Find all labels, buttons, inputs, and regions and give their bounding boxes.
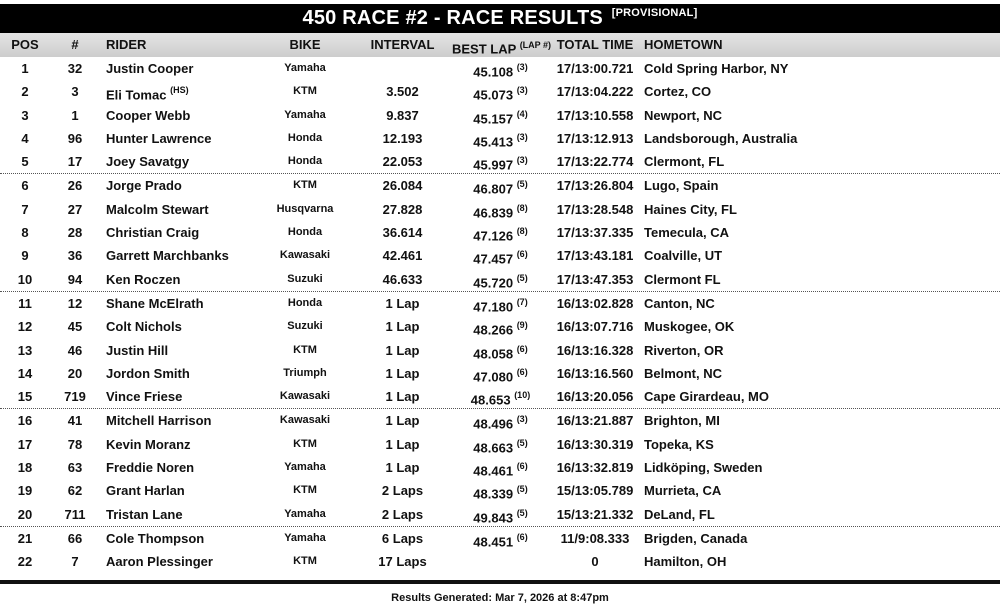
row-hometown: Lugo, Spain [644, 178, 719, 194]
row-interval: 36.614 [382, 225, 423, 241]
row-pos: 4 [21, 130, 29, 146]
row-rider [106, 339, 168, 362]
row-rider-text: Cooper Webb [106, 107, 191, 123]
row-rider [106, 456, 194, 479]
table-row [0, 526, 1000, 550]
best-lap-number-sup: (6) [516, 461, 528, 472]
row-best-lap-text: 48.339 [473, 486, 514, 502]
row-pos: 5 [21, 154, 29, 170]
row-number: 32 [67, 61, 83, 76]
row-total-time: 16/13:20.056 [556, 389, 634, 405]
row-pos: 19 [17, 483, 33, 499]
row-total-time: 11/9:08.333 [560, 530, 630, 546]
row-total-time: 16/13:30.319 [556, 436, 634, 452]
row-best-lap-text: 46.807 [473, 181, 514, 197]
row-number: 46 [67, 342, 83, 358]
table-row [0, 433, 1000, 456]
row-bike: Kawasaki [279, 414, 331, 427]
row-rider-text: Vince Friese [106, 389, 183, 405]
row-interval: 1 Lap [385, 460, 420, 476]
best-lap-number-sup: (5) [516, 437, 528, 448]
row-bike: Suzuki [287, 272, 323, 285]
best-lap-number-sup: (3) [516, 131, 528, 142]
row-bike: Triumph [283, 366, 327, 379]
row-best-lap-text: 47.180 [473, 299, 514, 315]
row-pos: 8 [21, 225, 29, 241]
row-total-time: 17/13:12.913 [556, 130, 634, 146]
row-rider-text: Justin Cooper [106, 61, 194, 76]
row-best-lap-text: 45.157 [473, 110, 514, 126]
best-lap-number-sup: (10) [514, 390, 531, 401]
row-best-lap-text: 48.451 [473, 534, 514, 550]
row-total-time: 16/13:02.828 [556, 295, 634, 311]
row-hometown: Landsborough, Australia [644, 130, 798, 146]
row-number: 3 [71, 84, 79, 100]
row-number: 62 [67, 483, 83, 499]
row-best-lap-text: 45.108 [473, 64, 514, 80]
best-lap-number-sup: (3) [516, 414, 528, 425]
row-interval: 42.461 [382, 248, 423, 264]
results-generated-footer: Results Generated: Mar 7, 2026 at 8:47pm [391, 592, 609, 604]
row-rider [106, 292, 204, 315]
header-rider: RIDER [106, 37, 147, 52]
row-rider-text: Shane McElrath [106, 295, 204, 311]
row-rider-text: Kevin Moranz [106, 436, 191, 452]
row-number: 66 [67, 530, 83, 546]
table-row [0, 315, 1000, 338]
row-interval: 1 Lap [385, 365, 420, 381]
row-interval: 1 Lap [385, 319, 420, 335]
best-lap-number-sup: (3) [516, 155, 528, 166]
row-hometown: Murrieta, CA [644, 483, 722, 499]
header-number: # [71, 37, 79, 52]
row-number: 36 [67, 248, 83, 264]
row-total-time: 15/13:05.789 [556, 483, 634, 499]
row-best-lap-text: 48.058 [473, 345, 514, 361]
row-number: 45 [67, 319, 83, 335]
row-best-lap-text: 49.843 [473, 509, 514, 525]
row-number: 7 [71, 554, 79, 570]
table-row [0, 339, 1000, 362]
best-lap-number-sup: (9) [516, 320, 528, 331]
table-row [0, 268, 1000, 291]
row-total-time: 17/13:04.222 [556, 84, 634, 100]
row-rider [106, 409, 211, 432]
row-total-time: 15/13:21.332 [556, 506, 634, 522]
row-pos: 1 [21, 61, 29, 76]
table-row [0, 173, 1000, 197]
row-hometown: Hamilton, OH [644, 554, 727, 570]
row-rider [106, 268, 180, 291]
row-best-lap-text: 45.413 [473, 134, 514, 150]
row-pos: 3 [21, 107, 29, 123]
table-row [0, 362, 1000, 385]
row-hometown: Canton, NC [644, 295, 715, 311]
row-pos: 2 [21, 84, 29, 100]
row-rider-text: Eli Tomac [106, 87, 167, 103]
row-bike: Yamaha [284, 461, 326, 474]
row-rider-text: Garrett Marchbanks [106, 248, 229, 264]
row-best-lap-text: 47.126 [473, 228, 514, 244]
row-rider-text: Hunter Lawrence [106, 130, 212, 146]
row-interval: 17 Laps [378, 554, 427, 570]
row-hometown: Coalville, UT [644, 248, 723, 264]
row-best-lap-text: 48.496 [473, 416, 514, 432]
row-pos: 16 [17, 413, 33, 429]
row-bike: KTM [293, 343, 317, 356]
row-best-lap-text: 48.663 [473, 440, 514, 456]
header-bike: BIKE [289, 37, 321, 52]
header-hometown: HOMETOWN [644, 37, 723, 52]
row-rider [106, 527, 204, 550]
row-hometown: Newport, NC [644, 107, 722, 123]
table-row [0, 80, 1000, 103]
row-interval: 1 Lap [385, 295, 420, 311]
row-best-lap-text: 47.080 [473, 369, 514, 385]
results-table-body [0, 57, 1000, 574]
row-hometown: DeLand, FL [644, 506, 715, 522]
bottom-rule [0, 580, 1000, 584]
table-row [0, 150, 1000, 173]
row-hometown: Topeka, KS [644, 436, 714, 452]
best-lap-number-sup: (6) [516, 531, 528, 542]
best-lap-number-sup: (5) [516, 179, 528, 190]
row-rider-text: Joey Savatgy [106, 154, 190, 170]
row-total-time: 17/13:37.335 [556, 225, 634, 241]
row-rider [106, 150, 189, 173]
row-rider [106, 433, 191, 456]
row-number: 96 [67, 130, 83, 146]
row-bike: KTM [293, 484, 317, 497]
row-interval: 27.828 [382, 201, 423, 217]
row-total-time: 17/13:22.774 [556, 154, 634, 170]
row-number: 78 [67, 436, 83, 452]
row-interval: 3.502 [386, 84, 419, 100]
row-interval: 2 Laps [381, 506, 424, 522]
row-total-time: 17/13:10.558 [556, 107, 634, 123]
row-interval: 1 Lap [385, 413, 420, 429]
row-number: 28 [67, 225, 83, 241]
row-best-lap-text: 45.073 [473, 87, 514, 103]
row-pos: 7 [21, 201, 29, 217]
row-number: 20 [67, 365, 83, 381]
row-interval: 1 Lap [385, 342, 420, 358]
row-best-lap-text: 48.461 [473, 463, 514, 479]
row-rider [106, 244, 229, 267]
row-hometown: Haines City, FL [644, 201, 737, 217]
table-row [0, 408, 1000, 432]
row-number: 27 [67, 201, 83, 217]
row-interval: 9.837 [386, 107, 419, 123]
row-rider [106, 479, 185, 502]
row-bike: KTM [293, 179, 317, 192]
best-lap-number-sup: (3) [516, 62, 528, 72]
results-title-bar [0, 4, 1000, 33]
row-bike: Kawasaki [279, 390, 331, 403]
row-pos: 18 [17, 460, 33, 476]
table-row [0, 550, 1000, 573]
row-rider [106, 503, 183, 526]
row-rider-text: Tristan Lane [106, 506, 183, 522]
table-row [0, 57, 1000, 80]
row-bike: Honda [287, 131, 323, 144]
row-total-time: 16/13:32.819 [556, 460, 634, 476]
row-total-time: 17/13:00.721 [556, 61, 634, 76]
row-bike: Suzuki [287, 320, 323, 333]
row-pos: 12 [17, 319, 33, 335]
table-row [0, 385, 1000, 408]
row-pos: 11 [18, 295, 32, 311]
best-lap-number-sup: (6) [516, 249, 528, 260]
row-rider [106, 221, 199, 244]
row-bike: Kawasaki [279, 249, 331, 262]
row-number: 12 [67, 295, 83, 311]
row-number: 719 [64, 389, 86, 405]
row-bike: Honda [287, 296, 323, 309]
row-total-time: 0 [591, 554, 599, 570]
row-hometown: Brigden, Canada [644, 530, 748, 546]
best-lap-number-sup: (6) [516, 343, 528, 354]
row-number: 41 [67, 413, 83, 429]
row-hometown: Cold Spring Harbor, NY [644, 61, 789, 76]
row-hometown: Clermont, FL [644, 154, 725, 170]
row-rider-text: Malcolm Stewart [106, 201, 209, 217]
row-rider [106, 362, 190, 385]
table-row [0, 479, 1000, 502]
row-best-lap-text: 48.266 [473, 322, 514, 338]
best-lap-number-sup: (8) [516, 202, 528, 213]
row-bike: Yamaha [284, 62, 326, 74]
row-hometown: Riverton, OR [644, 342, 724, 358]
row-rider-text: Freddie Noren [106, 460, 195, 476]
row-number: 711 [64, 506, 86, 522]
row-best-lap-text: 45.997 [473, 157, 514, 173]
row-hometown: Brighton, MI [644, 413, 720, 429]
table-row [0, 127, 1000, 150]
table-row [0, 291, 1000, 315]
row-number: 1 [71, 107, 79, 123]
row-bike: Husqvarna [276, 202, 334, 215]
row-rider [106, 550, 213, 573]
row-number: 63 [67, 460, 83, 476]
row-rider-text: Colt Nichols [106, 319, 182, 335]
table-row [0, 244, 1000, 267]
row-interval: 1 Lap [385, 389, 420, 405]
row-rider-text: Jordon Smith [106, 365, 190, 381]
row-rider-text: Cole Thompson [106, 530, 205, 546]
row-hometown: Belmont, NC [644, 365, 722, 381]
row-pos: 15 [17, 389, 33, 405]
row-interval: 12.193 [382, 130, 423, 146]
header-interval: INTERVAL [370, 37, 435, 52]
provisional-badge: [PROVISIONAL] [611, 7, 698, 19]
best-lap-number-sup: (4) [516, 108, 528, 119]
row-pos: 21 [17, 530, 33, 546]
row-number: 26 [67, 178, 83, 194]
row-best-lap-text: 48.653 [470, 392, 511, 408]
row-number: 94 [67, 271, 83, 287]
row-total-time: 17/13:26.804 [556, 178, 634, 194]
row-total-time: 16/13:21.887 [556, 413, 634, 429]
row-hometown: Temecula, CA [644, 225, 730, 241]
row-total-time: 16/13:16.328 [556, 342, 634, 358]
header-total-time: TOTAL TIME [556, 37, 634, 52]
row-rider-text: Aaron Plessinger [106, 554, 213, 570]
row-rider [106, 57, 193, 80]
row-hometown: Clermont FL [644, 271, 721, 287]
row-interval: 6 Laps [381, 530, 424, 546]
row-rider-text: Grant Harlan [106, 483, 185, 499]
row-hometown: Lidköping, Sweden [644, 460, 763, 476]
row-hometown: Cortez, CO [644, 84, 712, 100]
best-lap-number-sup: (6) [516, 366, 528, 377]
row-pos: 10 [17, 271, 33, 287]
table-header [0, 33, 1000, 57]
row-interval: 1 Lap [385, 436, 420, 452]
row-bike: Honda [287, 226, 323, 239]
table-row [0, 503, 1000, 526]
header-best-lap-label: BEST LAP [452, 41, 517, 57]
best-lap-number-sup: (5) [516, 484, 528, 495]
row-pos: 17 [17, 436, 33, 452]
row-bike: Honda [287, 155, 323, 168]
row-rider [106, 104, 190, 127]
row-rider-text: Jorge Prado [106, 178, 182, 194]
row-total-time: 17/13:43.181 [556, 248, 634, 264]
row-pos: 13 [17, 342, 33, 358]
row-rider-text: Ken Roczen [106, 271, 181, 287]
row-bike: KTM [293, 85, 317, 98]
row-rider [106, 315, 182, 338]
row-rider-text: Mitchell Harrison [106, 413, 212, 429]
row-bike: KTM [293, 437, 317, 450]
best-lap-number-sup: (3) [516, 85, 528, 96]
row-pos: 9 [21, 248, 29, 264]
row-hometown: Cape Girardeau, MO [644, 389, 769, 405]
row-rider-text: Justin Hill [106, 342, 169, 358]
row-interval: 46.633 [382, 271, 423, 287]
row-total-time: 17/13:47.353 [556, 271, 634, 287]
best-lap-number-sup: (5) [516, 272, 528, 283]
row-bike: Yamaha [284, 531, 326, 544]
row-interval: 2 Laps [381, 483, 424, 499]
row-rider [106, 174, 182, 197]
row-rider-text: Christian Craig [106, 225, 200, 241]
row-total-time: 16/13:07.716 [556, 319, 634, 335]
row-bike: Yamaha [284, 108, 326, 121]
best-lap-number-sup: (5) [516, 507, 528, 518]
row-interval: 26.084 [382, 178, 423, 194]
row-pos: 14 [17, 365, 33, 381]
row-bike: KTM [293, 555, 317, 568]
row-best-lap-text: 46.839 [473, 205, 514, 221]
row-best-lap-text: 47.457 [473, 251, 514, 267]
row-total-time: 16/13:16.560 [556, 365, 634, 381]
row-number: 17 [67, 154, 83, 170]
table-row [0, 456, 1000, 479]
header-best-lap-sup: (LAP #) [519, 40, 552, 50]
table-row [0, 104, 1000, 127]
row-rider [106, 385, 182, 408]
row-bike: Yamaha [284, 507, 326, 520]
row-best-lap-text: 45.720 [473, 275, 514, 290]
results-title: 450 RACE #2 - RACE RESULTS [302, 7, 603, 29]
header-pos: POS [11, 37, 39, 52]
table-row [0, 198, 1000, 221]
row-pos: 22 [17, 554, 33, 570]
row-total-time: 17/13:28.548 [556, 201, 634, 217]
row-rider [106, 198, 209, 221]
table-row [0, 221, 1000, 244]
row-interval: 22.053 [382, 154, 423, 170]
row-pos: 6 [21, 178, 29, 194]
best-lap-number-sup: (8) [516, 226, 528, 237]
row-rider [106, 127, 211, 150]
row-hometown: Muskogee, OK [644, 319, 735, 335]
rider-holeshot-sup: (HS) [170, 85, 189, 96]
row-pos: 20 [17, 506, 33, 522]
best-lap-number-sup: (7) [516, 296, 528, 307]
